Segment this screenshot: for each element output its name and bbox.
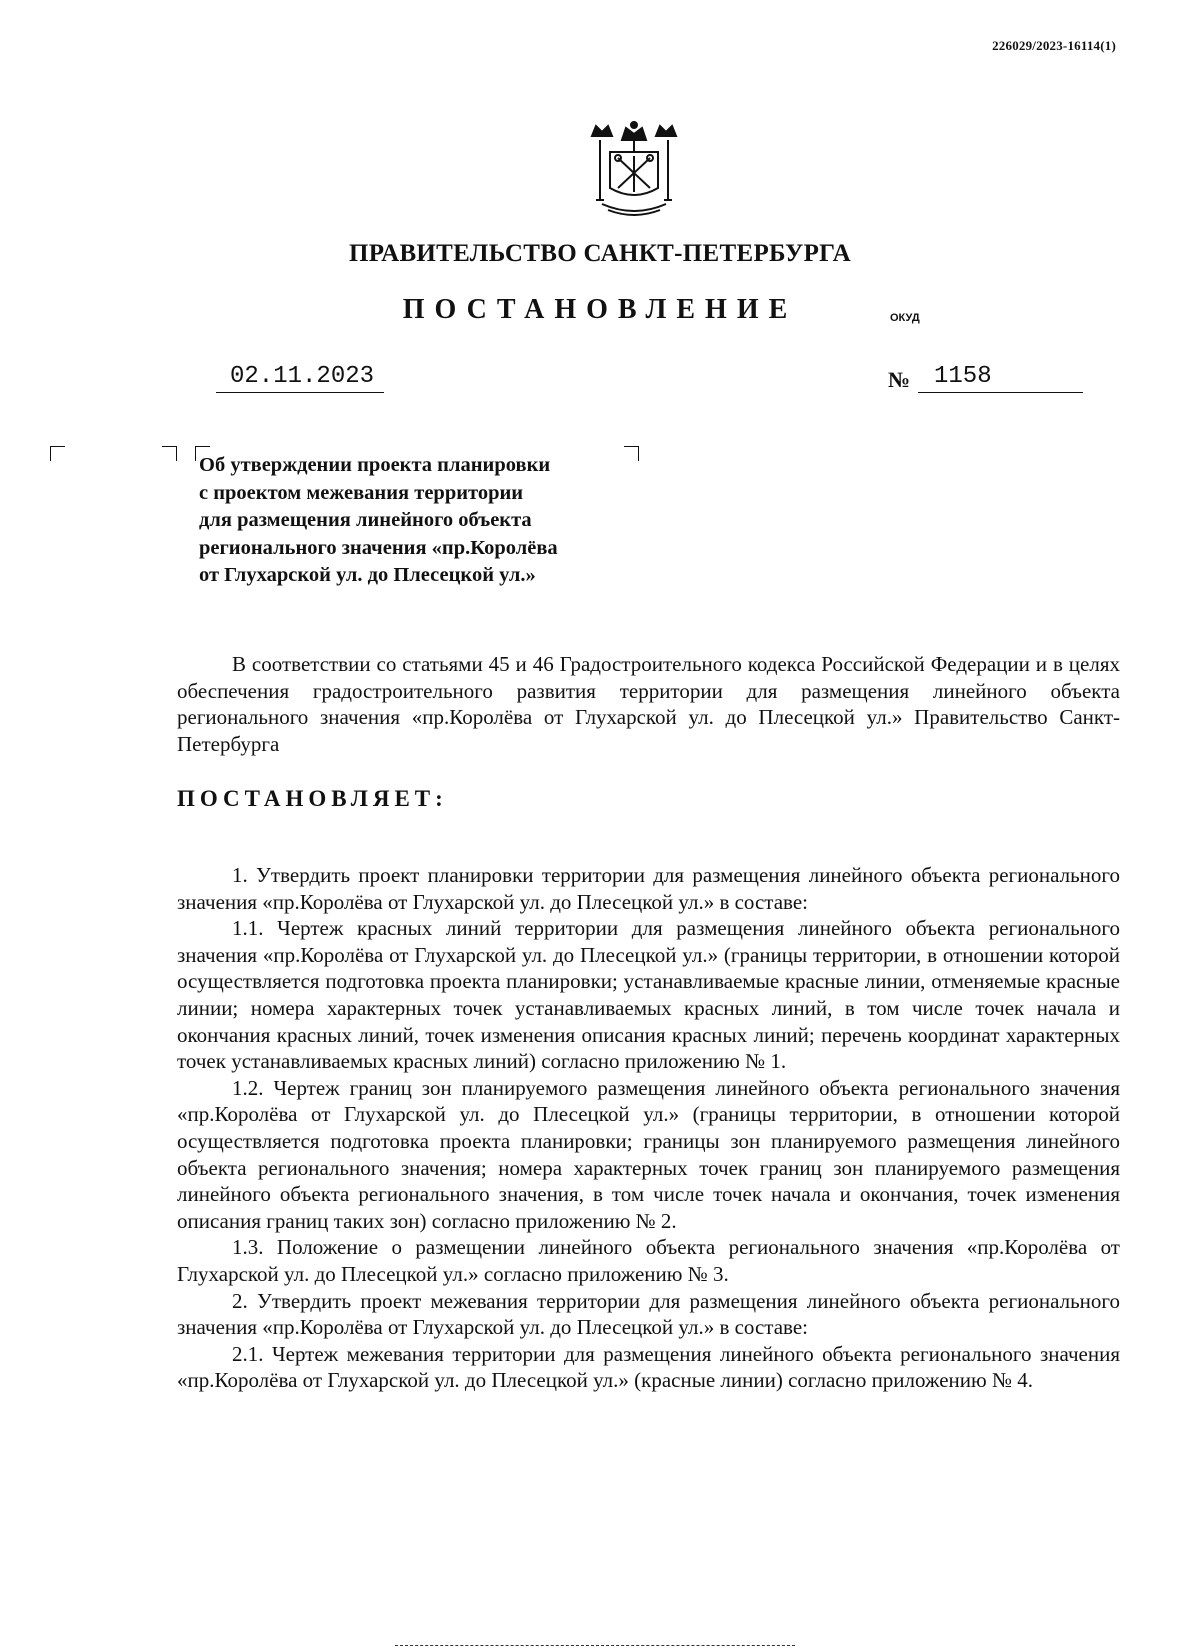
- paragraph-2-1: 2.1. Чертеж межевания территории для размещения линейного объекта регионального значения «пр.Королёва от Глухарской ул. до Плесецкой ул.» (красные линии) согласно приложению № 4.: [177, 1341, 1120, 1393]
- resolves-heading: ПОСТАНОВЛЯЕТ:: [177, 786, 448, 811]
- paragraph-2: 2. Утвердить проект межевания территории для размещения линейного объекта регионального значения «пр.Королёва от Глухарской ул. до Плесецкой ул.» в составе:: [177, 1288, 1120, 1340]
- corner-mark-left: [50, 446, 65, 461]
- title-line: от Глухарской ул. до Плесецкой ул.»: [199, 564, 536, 586]
- saint-petersburg-coat-of-arms-icon: [588, 118, 680, 218]
- preamble-text: В соответствии со статьями 45 и 46 Градостроительного кодекса Российской Федерации и в целях обеспечения градостроительного развития территории для размещения линейного объекта регионального значения «пр.Королёва от Глухарской ул. до Плесецкой ул.» Правительство Санкт-Петербурга: [177, 652, 1120, 756]
- document-number: 1158: [918, 362, 1083, 393]
- paragraph-1: 1. Утвердить проект планировки территории для размещения линейного объекта регионального значения «пр.Королёва от Глухарской ул. до Плесецкой ул.» в составе:: [177, 863, 1120, 914]
- document-date: 02.11.2023: [216, 362, 384, 393]
- document-type: ПОСТАНОВЛЕНИЕ: [402, 294, 798, 325]
- issuer-name: ПРАВИТЕЛЬСТВО САНКТ-ПЕТЕРБУРГА: [348, 240, 852, 267]
- number-sign: №: [888, 367, 911, 392]
- page-edge-line: [395, 1645, 795, 1646]
- document-title: [199, 452, 558, 590]
- preamble: [177, 651, 1120, 757]
- title-line: регионального значения «пр.Королёва: [199, 536, 558, 559]
- title-line: для размещения линейного объекта: [199, 509, 532, 531]
- okud-label: ОКУД: [890, 312, 920, 324]
- corner-mark-title-left-outer: [162, 446, 177, 461]
- paragraph-1-2: 1.2. Чертеж границ зон планируемого размещения линейного объекта регионального значения «пр.Королёва от Глухарской ул. до Плесецкой ул.» (границы территории, в отношении которой осуществляется подготовка проекта планировки; границы зон планируемого размещения линейного объекта регионального значения; номера характерных точек границ зон планируемого размещения линейного объекта регионального значения, в том числе точек начала и окончания, точек изменения описания границ таких зон) согласно приложению № 2.: [177, 1075, 1120, 1233]
- paragraph-1-3: 1.3. Положение о размещении линейного объекта регионального значения «пр.Королёва от Глухарской ул. до Плесецкой ул.» согласно приложению № 3.: [177, 1235, 1120, 1286]
- paragraph-1-1: 1.1. Чертеж красных линий территории для размещения линейного объекта регионального значения «пр.Королёва от Глухарской ул. до Плесецкой ул.» (границы территории, в отношении которой осуществляется подготовка проекта планировки; устанавливаемые красные линии, отменяемые красные линии; номера характерных точек устанавливаемых красных линий, в том числе точек начала и окончания красных линий, точек изменения описания красных линий; перечень координат характерных точек устанавливаемых красных линий) согласно приложению № 1.: [177, 916, 1120, 1074]
- resolution-body: [177, 862, 1120, 1394]
- corner-mark-title-right: [624, 446, 639, 461]
- document-registration-number: 226029/2023-16114(1): [992, 38, 1116, 53]
- title-line: Об утверждении проекта планировки: [199, 454, 551, 476]
- title-line: с проектом межевания территории: [199, 481, 524, 504]
